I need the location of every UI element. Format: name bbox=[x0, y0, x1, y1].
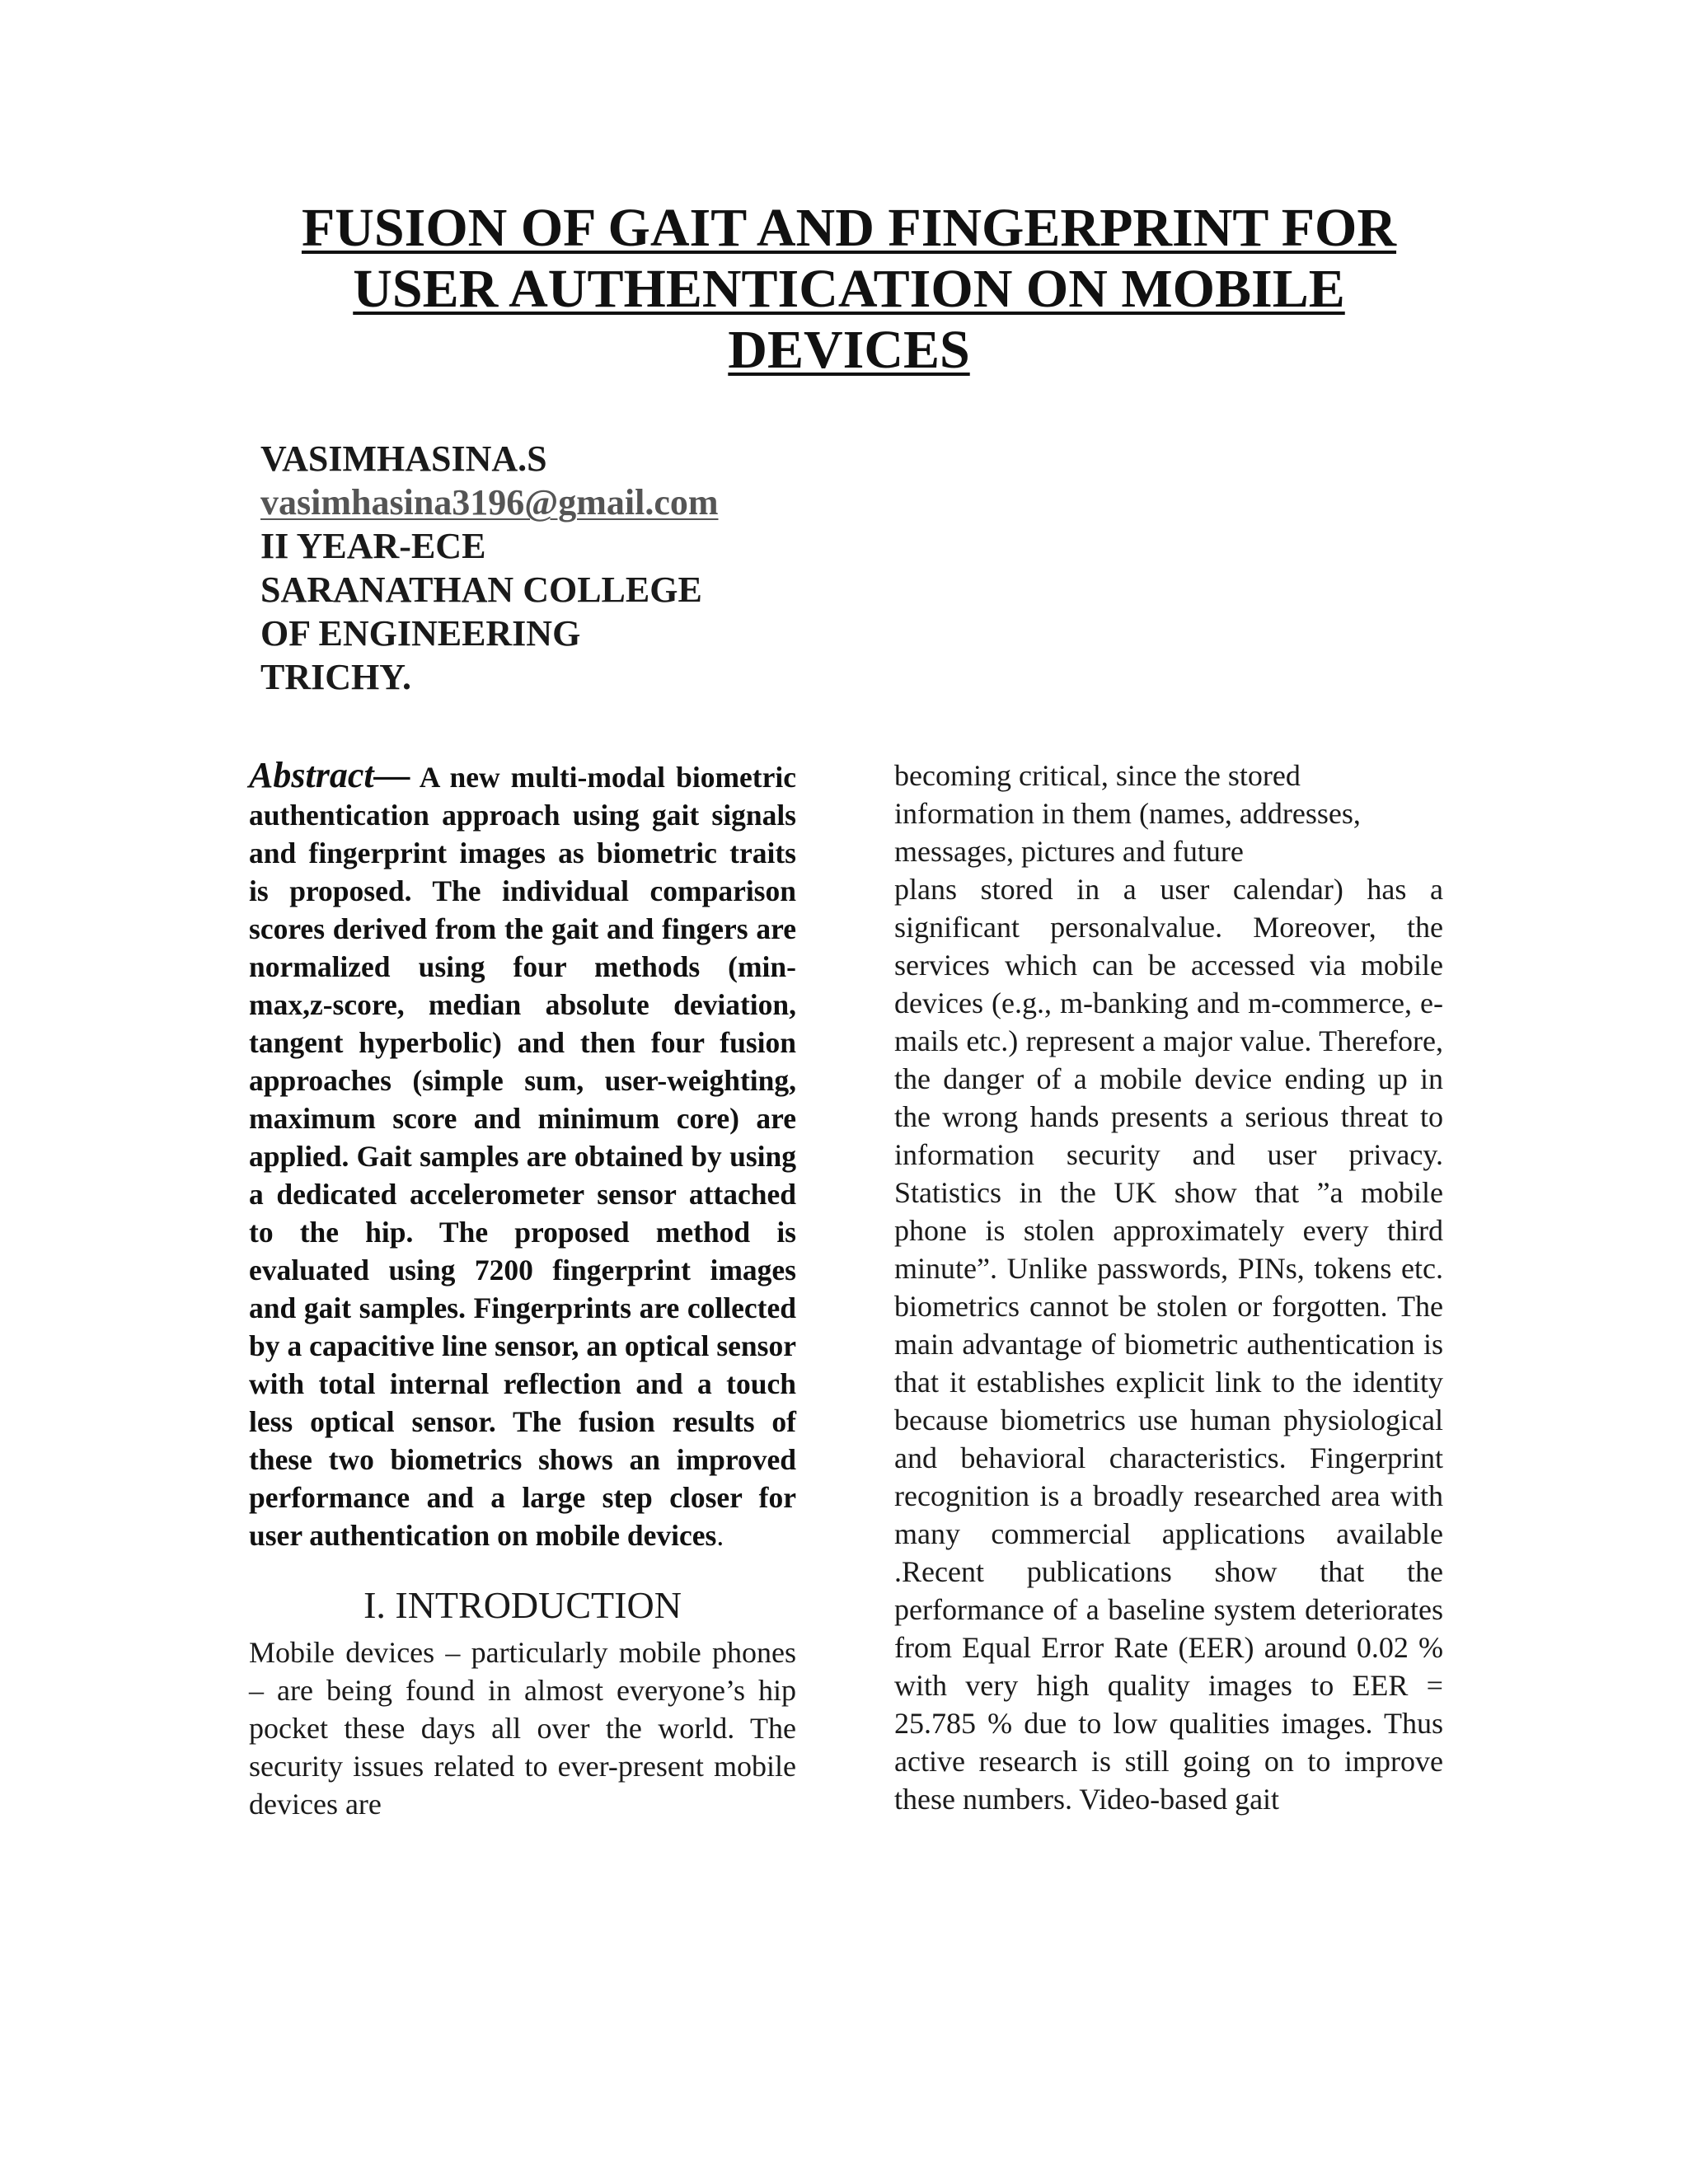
author-name: VASIMHASINA.S bbox=[260, 438, 547, 479]
author-email-link[interactable]: vasimhasina3196@gmail.com bbox=[260, 482, 719, 523]
introduction-paragraph-right-2: plans stored in a user calendar) has a significant personalvalue. Moreover, the services which can be accessed via mobile devices (e.g., m-banking and m-commerce, e-mails etc.) represent a major value. Therefore, the danger of a mobile device ending up in the wrong hands presents a serious threat to information security and user privacy. Statistics in the UK show that ”a mobile phone is stolen approximately every third minute”. Unlike passwords, PINs, tokens etc. biometrics cannot be stolen or forgotten. The main advantage of biometric authentication is that it establishes explicit link to the identity because biometrics use human physiological and behavioral characteristics. Fingerprint recognition is a broadly researched area with many commercial applications available .Recent publications show that the performance of a baseline system deteriorates from Equal Error Rate (EER) around 0.02 % with very high quality images to EER = 25.785 % due to low qualities images. Thus active research is still going on to improve these numbers. Video-based gait bbox=[894, 873, 1443, 1816]
abstract-end: . bbox=[716, 1519, 724, 1552]
abstract-paragraph bbox=[249, 757, 796, 1554]
title-line: USER AUTHENTICATION ON MOBILE bbox=[353, 259, 1345, 319]
author-city: TRICHY. bbox=[260, 657, 411, 697]
author-year-dept: II YEAR-ECE bbox=[260, 526, 486, 566]
left-column bbox=[249, 757, 796, 1823]
abstract-text: A new multi-modal biometric authentication approach using gait signals and fingerprint images as biometric traits is proposed. The individual comparison scores derived from the gait and fingers are normalized using four methods (min-max,z-score, median absolute deviation, tangent hyperbolic) and then four fusion approaches (simple sum, user-weighting, maximum score and minimum core) are applied. Gait samples are obtained by using a dedicated accelerometer sensor attached to the hip. The proposed method is evaluated using 7200 fingerprint images and gait samples. Fingerprints are collected by a capacitive line sensor, an optical sensor with total internal reflection and a touch less optical sensor. The fusion results of these two biometrics shows an improved performance and a large step closer for user authentication on mobile devices bbox=[249, 761, 796, 1552]
author-college-line1: SARANATHAN COLLEGE bbox=[260, 569, 702, 610]
abstract-dash: — bbox=[373, 755, 410, 795]
author-block bbox=[260, 437, 1002, 699]
introduction-paragraph-left: Mobile devices – particularly mobile phones – are being found in almost everyone’s hip pocket these days all over the world. The security issues related to ever-present mobile devices are bbox=[249, 1636, 796, 1821]
section-heading-introduction: I. INTRODUCTION bbox=[363, 1584, 682, 1626]
paper-title bbox=[190, 198, 1508, 381]
introduction-paragraph-right-1: becoming critical, since the stored information in them (names, addresses, messages, pictures and future bbox=[894, 759, 1361, 868]
title-line: DEVICES bbox=[728, 320, 970, 380]
abstract-label: Abstract bbox=[249, 755, 374, 795]
title-line: FUSION OF GAIT AND FINGERPRINT FOR bbox=[301, 198, 1397, 258]
author-college-line2: OF ENGINEERING bbox=[260, 613, 581, 654]
right-column bbox=[894, 757, 1443, 1818]
